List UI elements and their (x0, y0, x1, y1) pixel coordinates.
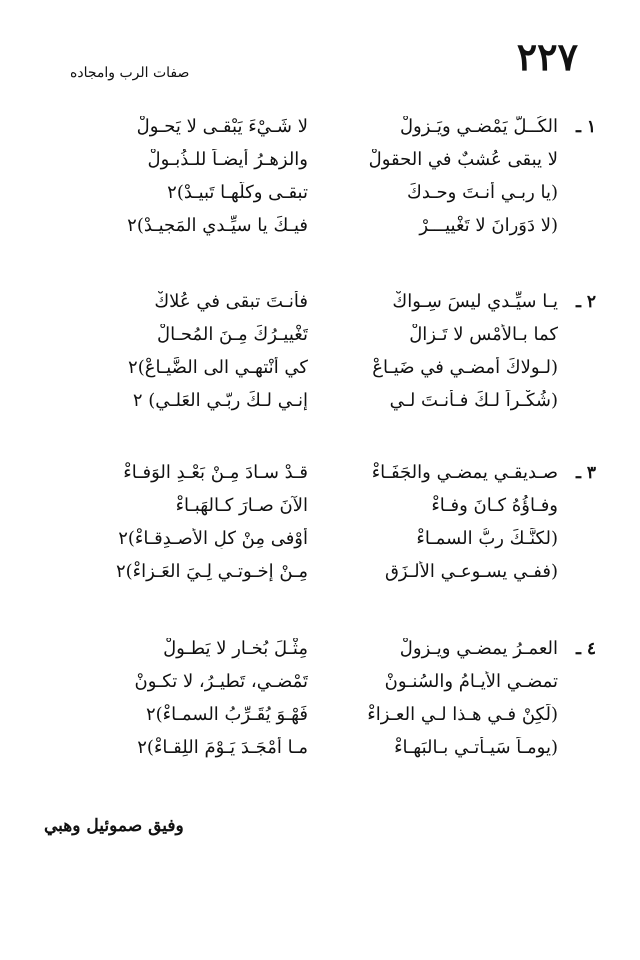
verse-first-half: (لَكِنْ فـي هـذا لـي العـزاءْ (367, 704, 558, 725)
stanza-row (40, 291, 596, 324)
stanza-row (40, 149, 596, 182)
stanza-row (40, 671, 596, 704)
verse-first-half: (شُكْـراً لـكَ فـأنـتَ لـي (389, 390, 558, 411)
stanza-row (40, 116, 596, 149)
verse-second-half: فأنـتَ تبقى في عُلاكْ (154, 291, 308, 312)
verse-first-half: لا يبقى عُشبٌ في الحقولْ (368, 149, 558, 170)
stanza-number: ٢ ـ (575, 292, 596, 312)
verse-second-half: فيـكَ يا سيِّـدي المَجيـدْ)٢ (127, 215, 308, 236)
verse-first-half: الكُــلُّ يَمْضـي ويَـزولْ (399, 116, 558, 137)
verse-first-half: (ففـي يسـوعـي الألـزَقِ (384, 561, 558, 582)
verse-second-half: والزهـرُ أيضـاً للـذُبـولْ (147, 149, 308, 170)
stanza-row (40, 215, 596, 248)
verse-first-half: (لكنَّـكَ ربُّ السمـاءْ (416, 528, 558, 549)
stanza-row (40, 462, 596, 495)
verse-first-half: صـديقـي يمضـي والجَفَـاءْ (371, 462, 558, 483)
verse-first-half: تمضـي الأيـامُ والسُنـونْ (384, 671, 558, 692)
verse-first-half: يـا سيِّـدي ليسَ سِـواكْ (392, 291, 558, 312)
verse-second-half: كي أنْتهـي الى الضَّيـاعْ)٢ (128, 357, 308, 378)
stanza-4 (40, 638, 596, 770)
verse-second-half: تَمْضـي، تَطيـرُ، لا تكـونْ (134, 671, 308, 692)
verse-first-half: (لـولاكَ أمضـي في ضَيـاعْ (372, 357, 558, 378)
stanza-row (40, 390, 596, 423)
stanza-row (40, 638, 596, 671)
verse-second-half: إنـي لـكَ ربّـي العَلـي) ٢ (132, 390, 308, 411)
stanza-row (40, 561, 596, 594)
stanza-row (40, 182, 596, 215)
verse-second-half: أوْفى مِنْ كلِ الأصـدِقـاءْ)٢ (118, 528, 308, 549)
stanza-row (40, 528, 596, 561)
verse-second-half: تبقـى وكلُّهـا تَبيـدْ)٢ (167, 182, 308, 203)
stanza-row (40, 737, 596, 770)
stanza-2 (40, 291, 596, 423)
verse-second-half: لا شَـيْءَ يَبْقـى لا يَحـولْ (136, 116, 308, 137)
stanza-row (40, 324, 596, 357)
stanza-row (40, 495, 596, 528)
running-title: صفات الرب وامجاده (70, 65, 190, 81)
verse-first-half: وفـاؤُهُ كـانَ وفـاءْ (431, 495, 558, 516)
verse-second-half: مِـنْ إخـوتـي لِـيَ العَـزاءْ)٢ (115, 561, 308, 582)
verse-second-half: مِثْـلَ بُخـارٍ لا يَطـولْ (163, 638, 308, 659)
verse-first-half: (لا دَوَرانَ لا تَغْييـــرْ (419, 215, 558, 236)
stanza-row (40, 357, 596, 390)
stanza-number: ١ ـ (575, 117, 596, 137)
verse-second-half: الآنَ صـارَ كـالهَبـاءْ (175, 495, 308, 516)
stanza-row (40, 704, 596, 737)
page-number: ٢٢٧ (516, 34, 578, 79)
author-credit: وفيق صموئيل وهبي (44, 816, 184, 836)
verse-first-half: العمـرُ يمضـي ويـزولْ (399, 638, 558, 659)
verse-second-half: مـا أمْجَـدَ يَـوْمَ اللِقـاءْ)٢ (137, 737, 308, 758)
stanza-number: ٣ ـ (575, 463, 596, 483)
verse-first-half: (يا ربـي أنـتَ وحـدكَ (407, 182, 558, 203)
verse-second-half: قـدْ سـادَ مِـنْ بَعْـدِ الوَفـاءْ (123, 462, 308, 483)
verse-first-half: (يومـاً سَيـأتـي بـالبَهـاءْ (394, 737, 558, 758)
stanza-3 (40, 462, 596, 594)
stanza-1 (40, 116, 596, 248)
verse-first-half: كما بـالأمْسِ لا تَـزالْ (409, 324, 558, 345)
verse-second-half: تَغْييـرُكَ مِـنَ المُحـالْ (156, 324, 308, 345)
verse-second-half: فَهْـوَ يُقَـرِّبُ السمـاءْ)٢ (145, 704, 308, 725)
stanza-number: ٤ ـ (575, 639, 596, 659)
